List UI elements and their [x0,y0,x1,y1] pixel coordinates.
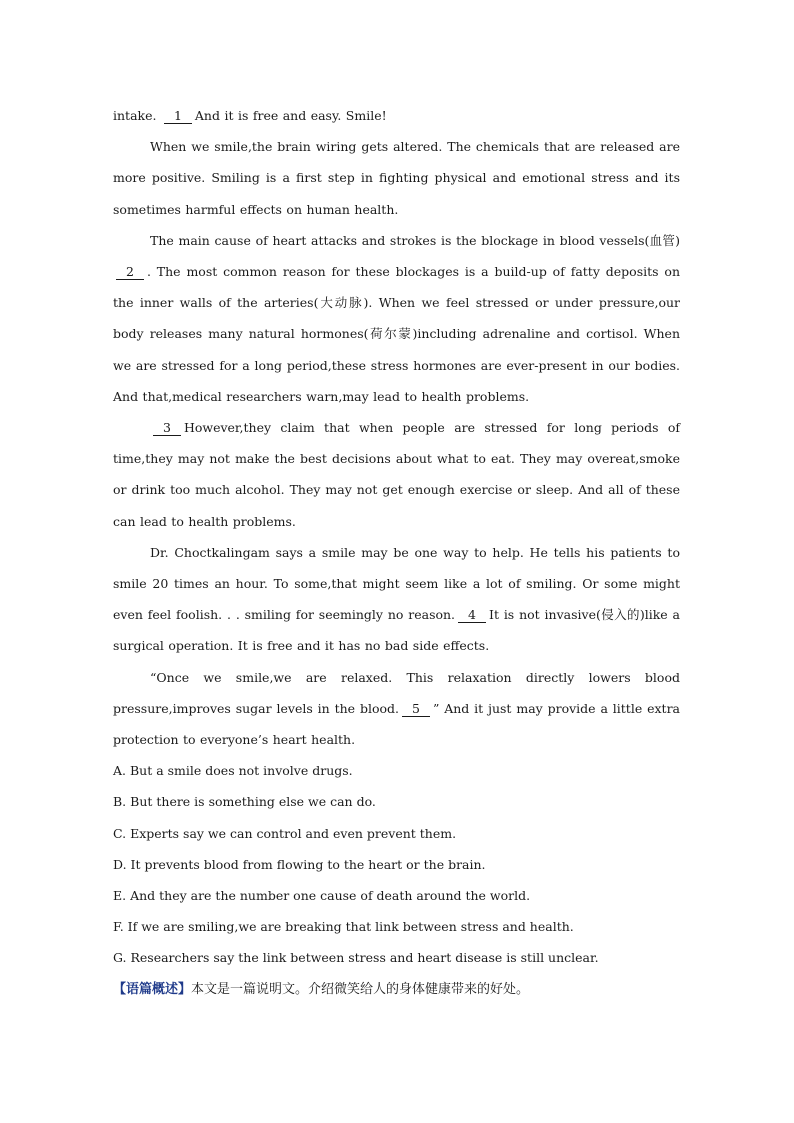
paragraph-text: Dr. Choctkalingam says a smile may be one way to help. He tells his patients to smile 20 times an hour. To some,that might seem like a lot of smiling. Or some might even feel foolish. . . smiling for seemingly no reason. [113,544,680,623]
options-list [113,755,680,973]
paragraph-1 [113,131,680,225]
option-f: F. If we are smiling,we are breaking that link between stress and health. [113,919,574,935]
paragraph-text: ” And it just may provide a little extra protection to everyone’s heart health. [113,700,681,748]
summary-label: 【语篇概述】 [113,981,192,997]
option-c: C. Experts say we can control and even prevent them. [113,825,457,841]
paragraph-text: intake. [113,108,161,123]
paragraph-text: The main cause of heart attacks and strokes is the blockage in blood vessels(血管) [150,232,680,248]
paragraph-text: When we smile,the brain wiring gets altered. The chemicals that are released are more positive. Smiling is a first step in fighting physical and emotional stress and its sometimes harmful effects on human health. [113,139,680,217]
option-b: B. But there is something else we can do. [113,794,376,810]
option-d: D. It prevents blood from flowing to the heart or the brain. [113,856,486,872]
blank-5: 5 [402,702,430,717]
passage-summary [113,974,680,1005]
blank-1: 1 [164,109,192,124]
blank-4: 4 [458,608,486,623]
option-g: G. Researchers say the link between stress and heart disease is still unclear. [113,950,599,966]
blank-3: 3 [153,421,181,436]
paragraph-0 [113,100,680,131]
paragraph-text: It is not invasive(侵入的)like a surgical operation. It is free and it has no bad side effects. [113,607,681,654]
paragraph-text: . The most common reason for these blockages is a build-up of fatty deposits on the inner walls of the arteries(大动脉). When we feel stressed or under pressure,our body releases many natural hormones(荷尔蒙)including adrenaline and cortisol. When we are stressed for a long period,these stress hormones are ever-present in our bodies. And that,medical researchers warn,may lead to health problems. [113,264,680,404]
paragraph-2 [113,225,680,412]
paragraph-text: “Once we smile,we are relaxed. This relaxation directly lowers blood pressure,improves sugar levels in the blood. [113,669,680,716]
paragraph-4 [113,537,680,662]
paragraph-5 [113,662,680,756]
option-a: A. But a smile does not involve drugs. [113,763,353,779]
paragraph-text: And it is free and easy. Smile! [194,108,387,123]
paragraph-text: However,they claim that when people are stressed for long periods of time,they may not make the best decisions about what to eat. They may overeat,smoke or drink too much alcohol. They may not get enough exercise or sleep. And all of these can lead to health problems. [113,420,680,529]
document-page [113,100,680,1005]
option-e: E. And they are the number one cause of death around the world. [113,888,531,904]
paragraph-3 [113,412,680,537]
blank-2: 2 [116,265,144,280]
summary-text: 本文是一篇说明文。介绍微笑给人的身体健康带来的好处。 [191,981,530,997]
